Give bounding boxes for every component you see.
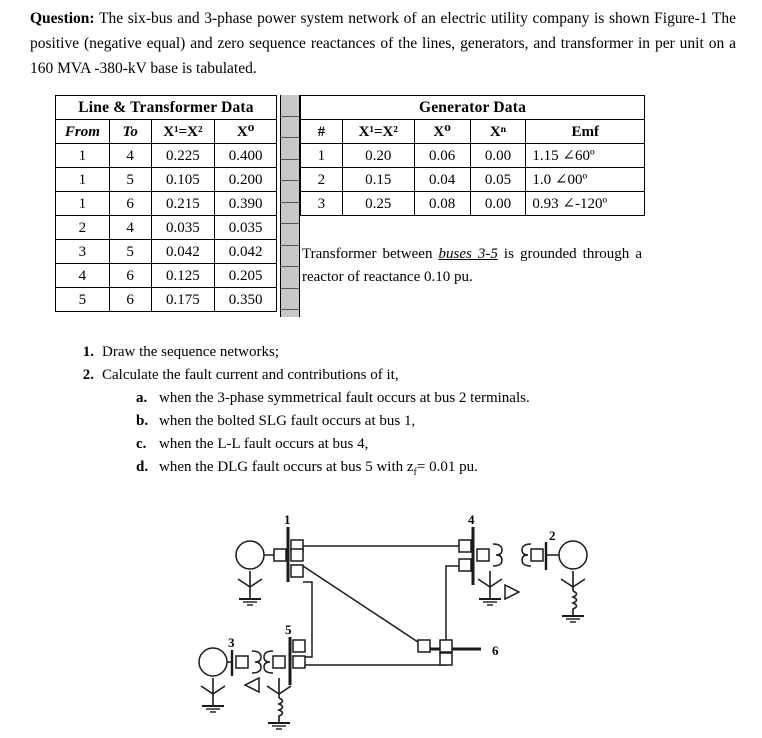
ground-generator-3	[201, 678, 225, 712]
transformer-grounding-note	[302, 243, 642, 289]
line-cell-3-3: 0.035	[215, 216, 277, 240]
gen-cell-1-4: 1.0 ∠00º	[526, 168, 645, 192]
task-item-0	[70, 341, 630, 363]
subtask-marker-3: d.	[136, 459, 149, 475]
generator-table	[300, 95, 645, 216]
gen-cell-2-1: 0.25	[342, 192, 414, 216]
gen-header-2: X⁰	[414, 120, 470, 144]
line-1-6	[303, 566, 424, 646]
delta-winding-indicator-35	[245, 678, 259, 692]
line-4-6	[446, 566, 459, 646]
line-cell-0-3: 0.400	[215, 144, 277, 168]
breaker-bus4-line46	[459, 559, 471, 571]
breaker-bus6-line16	[418, 640, 430, 652]
line-cell-6-1: 6	[109, 288, 151, 312]
gen-header-0: #	[301, 120, 343, 144]
line-cell-1-2: 0.105	[151, 168, 215, 192]
line-table-header-row	[56, 120, 277, 144]
gen-cell-1-1: 0.15	[342, 168, 414, 192]
gen-header-3: Xⁿ	[470, 120, 526, 144]
subtask-item-1	[136, 410, 630, 432]
line-cell-5-0: 4	[56, 264, 110, 288]
subtask-text-2: when the L-L fault occurs at bus 4,	[159, 436, 369, 452]
transformer-35-winding-left	[252, 651, 261, 673]
line-transformer-table	[55, 95, 277, 312]
note-part-1: Transformer between	[302, 246, 439, 262]
table-row	[56, 168, 277, 192]
line-cell-6-2: 0.175	[151, 288, 215, 312]
subtask-marker-1: b.	[136, 413, 149, 429]
task-marker-1: 2.	[82, 367, 94, 383]
line-cell-1-1: 5	[109, 168, 151, 192]
table-row	[301, 144, 645, 168]
transformer-42-winding-left	[493, 544, 502, 566]
bus-label-3: 3	[228, 635, 235, 650]
gen-cell-0-0: 1	[301, 144, 343, 168]
line-table-title-row	[56, 96, 277, 120]
line-cell-0-0: 1	[56, 144, 110, 168]
breaker-bus4-line14	[459, 540, 471, 552]
delta-winding-indicator-42	[505, 585, 519, 599]
line-cell-5-2: 0.125	[151, 264, 215, 288]
note-part-2: is grounded through a reactor of reactance 0.10 pu.	[302, 246, 643, 285]
generator-3-symbol	[199, 648, 227, 676]
gen-cell-2-4: 0.93 ∠-120º	[526, 192, 645, 216]
question-body-text: The six-bus and 3-phase power system network of an electric utility company is shown Figure-1 The positive (negative equal) and zero sequence reactances of the lines, generators, and transformer in per unit on a 160 MVA -380-kV base is tabulated.	[30, 10, 736, 77]
breaker-bus6-line46	[440, 640, 452, 652]
breaker-bus5-line56	[293, 656, 305, 668]
table-row	[56, 288, 277, 312]
line-cell-6-3: 0.350	[215, 288, 277, 312]
breaker-bus4-transformer	[477, 549, 489, 561]
subtask-item-0	[136, 387, 630, 409]
line-cell-2-1: 6	[109, 192, 151, 216]
line-5-6	[303, 659, 446, 665]
breaker-bus5-line15	[293, 640, 305, 652]
bus-label-6: 6	[492, 643, 499, 658]
bus-label-1: 1	[284, 512, 291, 527]
line-cell-5-1: 6	[109, 264, 151, 288]
gen-header-1: X¹=X²	[342, 120, 414, 144]
line-cell-4-2: 0.042	[151, 240, 215, 264]
subtask-marker-0: a.	[136, 390, 148, 406]
table-row	[56, 240, 277, 264]
subtask-marker-2: c.	[136, 436, 147, 452]
gen-cell-0-1: 0.20	[342, 144, 414, 168]
breaker-bus5-transformer	[273, 656, 285, 668]
gen-table-title: Generator Data	[301, 96, 645, 120]
line-table-title: Line & Transformer Data	[56, 96, 277, 120]
line-cell-2-2: 0.215	[151, 192, 215, 216]
line-cell-0-2: 0.225	[151, 144, 215, 168]
gen-cell-2-2: 0.08	[414, 192, 470, 216]
line-cell-1-3: 0.200	[215, 168, 277, 192]
gen-cell-1-0: 2	[301, 168, 343, 192]
table-row	[56, 216, 277, 240]
gen-cell-0-4: 1.15 ∠60º	[526, 144, 645, 168]
subtask-item-2	[136, 433, 630, 455]
task-item-1	[70, 364, 630, 386]
task-text-0: Draw the sequence networks;	[102, 344, 280, 360]
note-buses-emphasis: buses 3-5	[438, 246, 498, 262]
generator-1-symbol	[236, 541, 264, 569]
task-text-1: Calculate the fault current and contributions of it,	[102, 367, 399, 383]
line-cell-4-1: 5	[109, 240, 151, 264]
transformer-35-winding-right	[264, 651, 273, 673]
power-system-one-line-diagram	[0, 500, 762, 738]
breaker-bus6-line56	[440, 653, 452, 665]
table-row	[301, 168, 645, 192]
gen-cell-0-3: 0.00	[470, 144, 526, 168]
subtask-text-1: when the bolted SLG fault occurs at bus 1,	[159, 413, 416, 429]
question-lead-label: Question:	[30, 10, 95, 27]
bus-label-4: 4	[468, 512, 475, 527]
line-cell-2-0: 1	[56, 192, 110, 216]
line-cell-0-1: 4	[109, 144, 151, 168]
line-transformer-table-container	[55, 95, 277, 312]
gen-table-title-row	[301, 96, 645, 120]
bus-label-5: 5	[285, 622, 292, 637]
line-cell-5-3: 0.205	[215, 264, 277, 288]
gen-table-header-row	[301, 120, 645, 144]
line-cell-1-0: 1	[56, 168, 110, 192]
line-header-2: X¹=X²	[151, 120, 215, 144]
breaker-bus1-line15	[291, 565, 303, 577]
breaker-bus1-line16	[291, 549, 303, 561]
ground-generator-1	[238, 571, 262, 605]
table-row	[56, 264, 277, 288]
line-cell-4-3: 0.042	[215, 240, 277, 264]
breaker-bus3-transformer	[236, 656, 248, 668]
line-cell-3-1: 4	[109, 216, 151, 240]
transformer-42-winding-right	[522, 544, 531, 566]
line-cell-6-0: 5	[56, 288, 110, 312]
line-header-0: From	[56, 120, 110, 144]
ground-transformer-42	[478, 571, 502, 605]
task-marker-0: 1.	[82, 344, 94, 360]
ground-reactor-generator-2	[561, 571, 585, 622]
gen-cell-0-2: 0.06	[414, 144, 470, 168]
line-header-1: To	[109, 120, 151, 144]
subtask-item-3	[136, 456, 630, 484]
table-gap-column	[280, 95, 300, 317]
table-row	[56, 144, 277, 168]
table-row	[56, 192, 277, 216]
bus-label-2: 2	[549, 528, 556, 543]
line-cell-3-2: 0.035	[151, 216, 215, 240]
breaker-g1-bus1	[274, 549, 286, 561]
generator-table-container	[300, 95, 645, 216]
generator-2-symbol	[559, 541, 587, 569]
gen-cell-2-3: 0.00	[470, 192, 526, 216]
ground-reactor-bus-5	[267, 678, 291, 729]
breaker-bus2-transformer	[531, 549, 543, 561]
subtask-text-3: when the DLG fault occurs at bus 5 with $z_f= 0.01$ pu.	[159, 459, 478, 478]
line-header-3: X⁰	[215, 120, 277, 144]
task-list	[70, 341, 630, 485]
line-cell-2-3: 0.390	[215, 192, 277, 216]
table-row	[301, 192, 645, 216]
line-cell-3-0: 2	[56, 216, 110, 240]
subtask-text-0: when the 3-phase symmetrical fault occurs at bus 2 terminals.	[159, 390, 530, 406]
gen-cell-1-3: 0.05	[470, 168, 526, 192]
gen-cell-1-2: 0.04	[414, 168, 470, 192]
question-paragraph	[30, 6, 736, 81]
line-cell-4-0: 3	[56, 240, 110, 264]
gen-header-4: Emf	[526, 120, 645, 144]
gen-cell-2-0: 3	[301, 192, 343, 216]
